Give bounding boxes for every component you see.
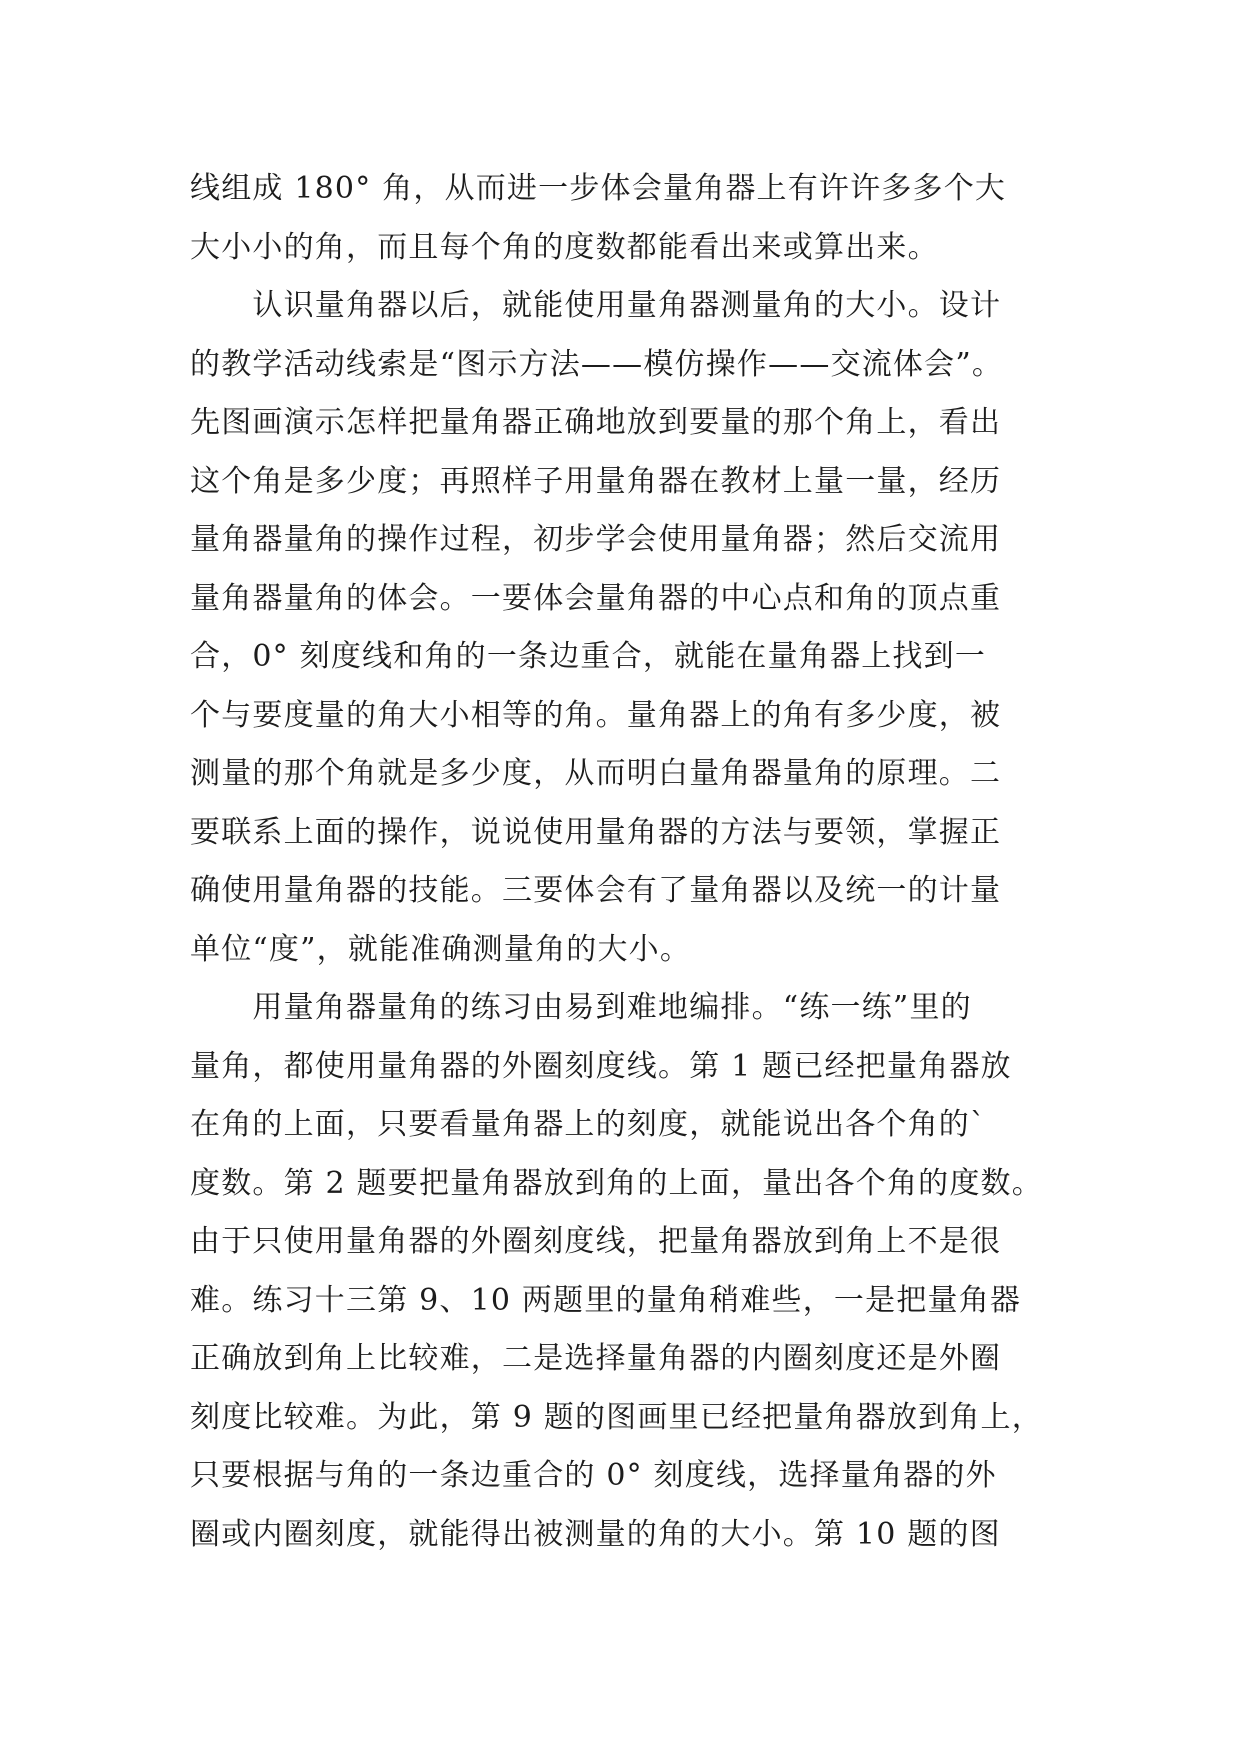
text-line: 认识量角器以后，就能使用量角器测量角的大小。设计 — [190, 288, 1002, 323]
text-line: 要联系上面的操作，说说使用量角器的方法与要领，掌握正 — [190, 814, 1002, 850]
text-line: 这个角是多少度；再照样子用量角器在教材上量一量，经历 — [190, 463, 1002, 499]
text-line: 度数。第 2 题要把量角器放到角的上面，量出各个角的度数。 — [190, 1165, 1043, 1201]
text-line: 测量的那个角就是多少度，从而明白量角器量角的原理。二 — [190, 756, 1002, 791]
body-text — [190, 160, 1050, 1564]
text-line: 个与要度量的角大小相等的角。量角器上的角有多少度，被 — [190, 697, 1002, 733]
text-line: 先图画演示怎样把量角器正确地放到要量的那个角上，看出 — [190, 405, 1002, 440]
text-line: 用量角器量角的练习由易到难地编排。“练一练”里的 — [190, 990, 972, 1025]
text-line: 刻度比较难。为此，第 9 题的图画里已经把量角器放到角上， — [190, 1399, 1043, 1435]
text-line: 在角的上面，只要看量角器上的刻度，就能说出各个角的` — [190, 1107, 987, 1142]
text-line: 的教学活动线索是“图示方法——模仿操作——交流体会”。 — [190, 346, 1004, 382]
text-line: 由于只使用量角器的外圈刻度线，把量角器放到角上不是很 — [190, 1224, 1002, 1259]
text-line: 量角器量角的体会。一要体会量角器的中心点和角的顶点重 — [190, 580, 1002, 616]
text-line: 正确放到角上比较难，二是选择量角器的内圈刻度还是外圈 — [190, 1341, 1002, 1376]
text-line: 难。练习十三第 9、10 两题里的量角稍难些，一是把量角器 — [190, 1282, 1022, 1318]
text-line: 大小小的角，而且每个角的度数都能看出来或算出来。 — [190, 229, 939, 265]
text-line: 合，0° 刻度线和角的一条边重合，就能在量角器上找到一 — [190, 639, 987, 674]
text-line: 单位“度”，就能准确测量角的大小。 — [190, 931, 692, 967]
text-line: 量角，都使用量角器的外圈刻度线。第 1 题已经把量角器放 — [190, 1048, 1012, 1084]
text-line: 线组成 180° 角，从而进一步体会量角器上有许许多多个大 — [190, 171, 1007, 206]
text-line: 确使用量角器的技能。三要体会有了量角器以及统一的计量 — [190, 873, 1002, 908]
text-line: 只要根据与角的一条边重合的 0° 刻度线，选择量角器的外 — [190, 1458, 997, 1493]
text-line: 量角器量角的操作过程，初步学会使用量角器；然后交流用 — [190, 522, 1002, 557]
text-line: 圈或内圈刻度，就能得出被测量的角的大小。第 10 题的图 — [190, 1516, 1001, 1552]
